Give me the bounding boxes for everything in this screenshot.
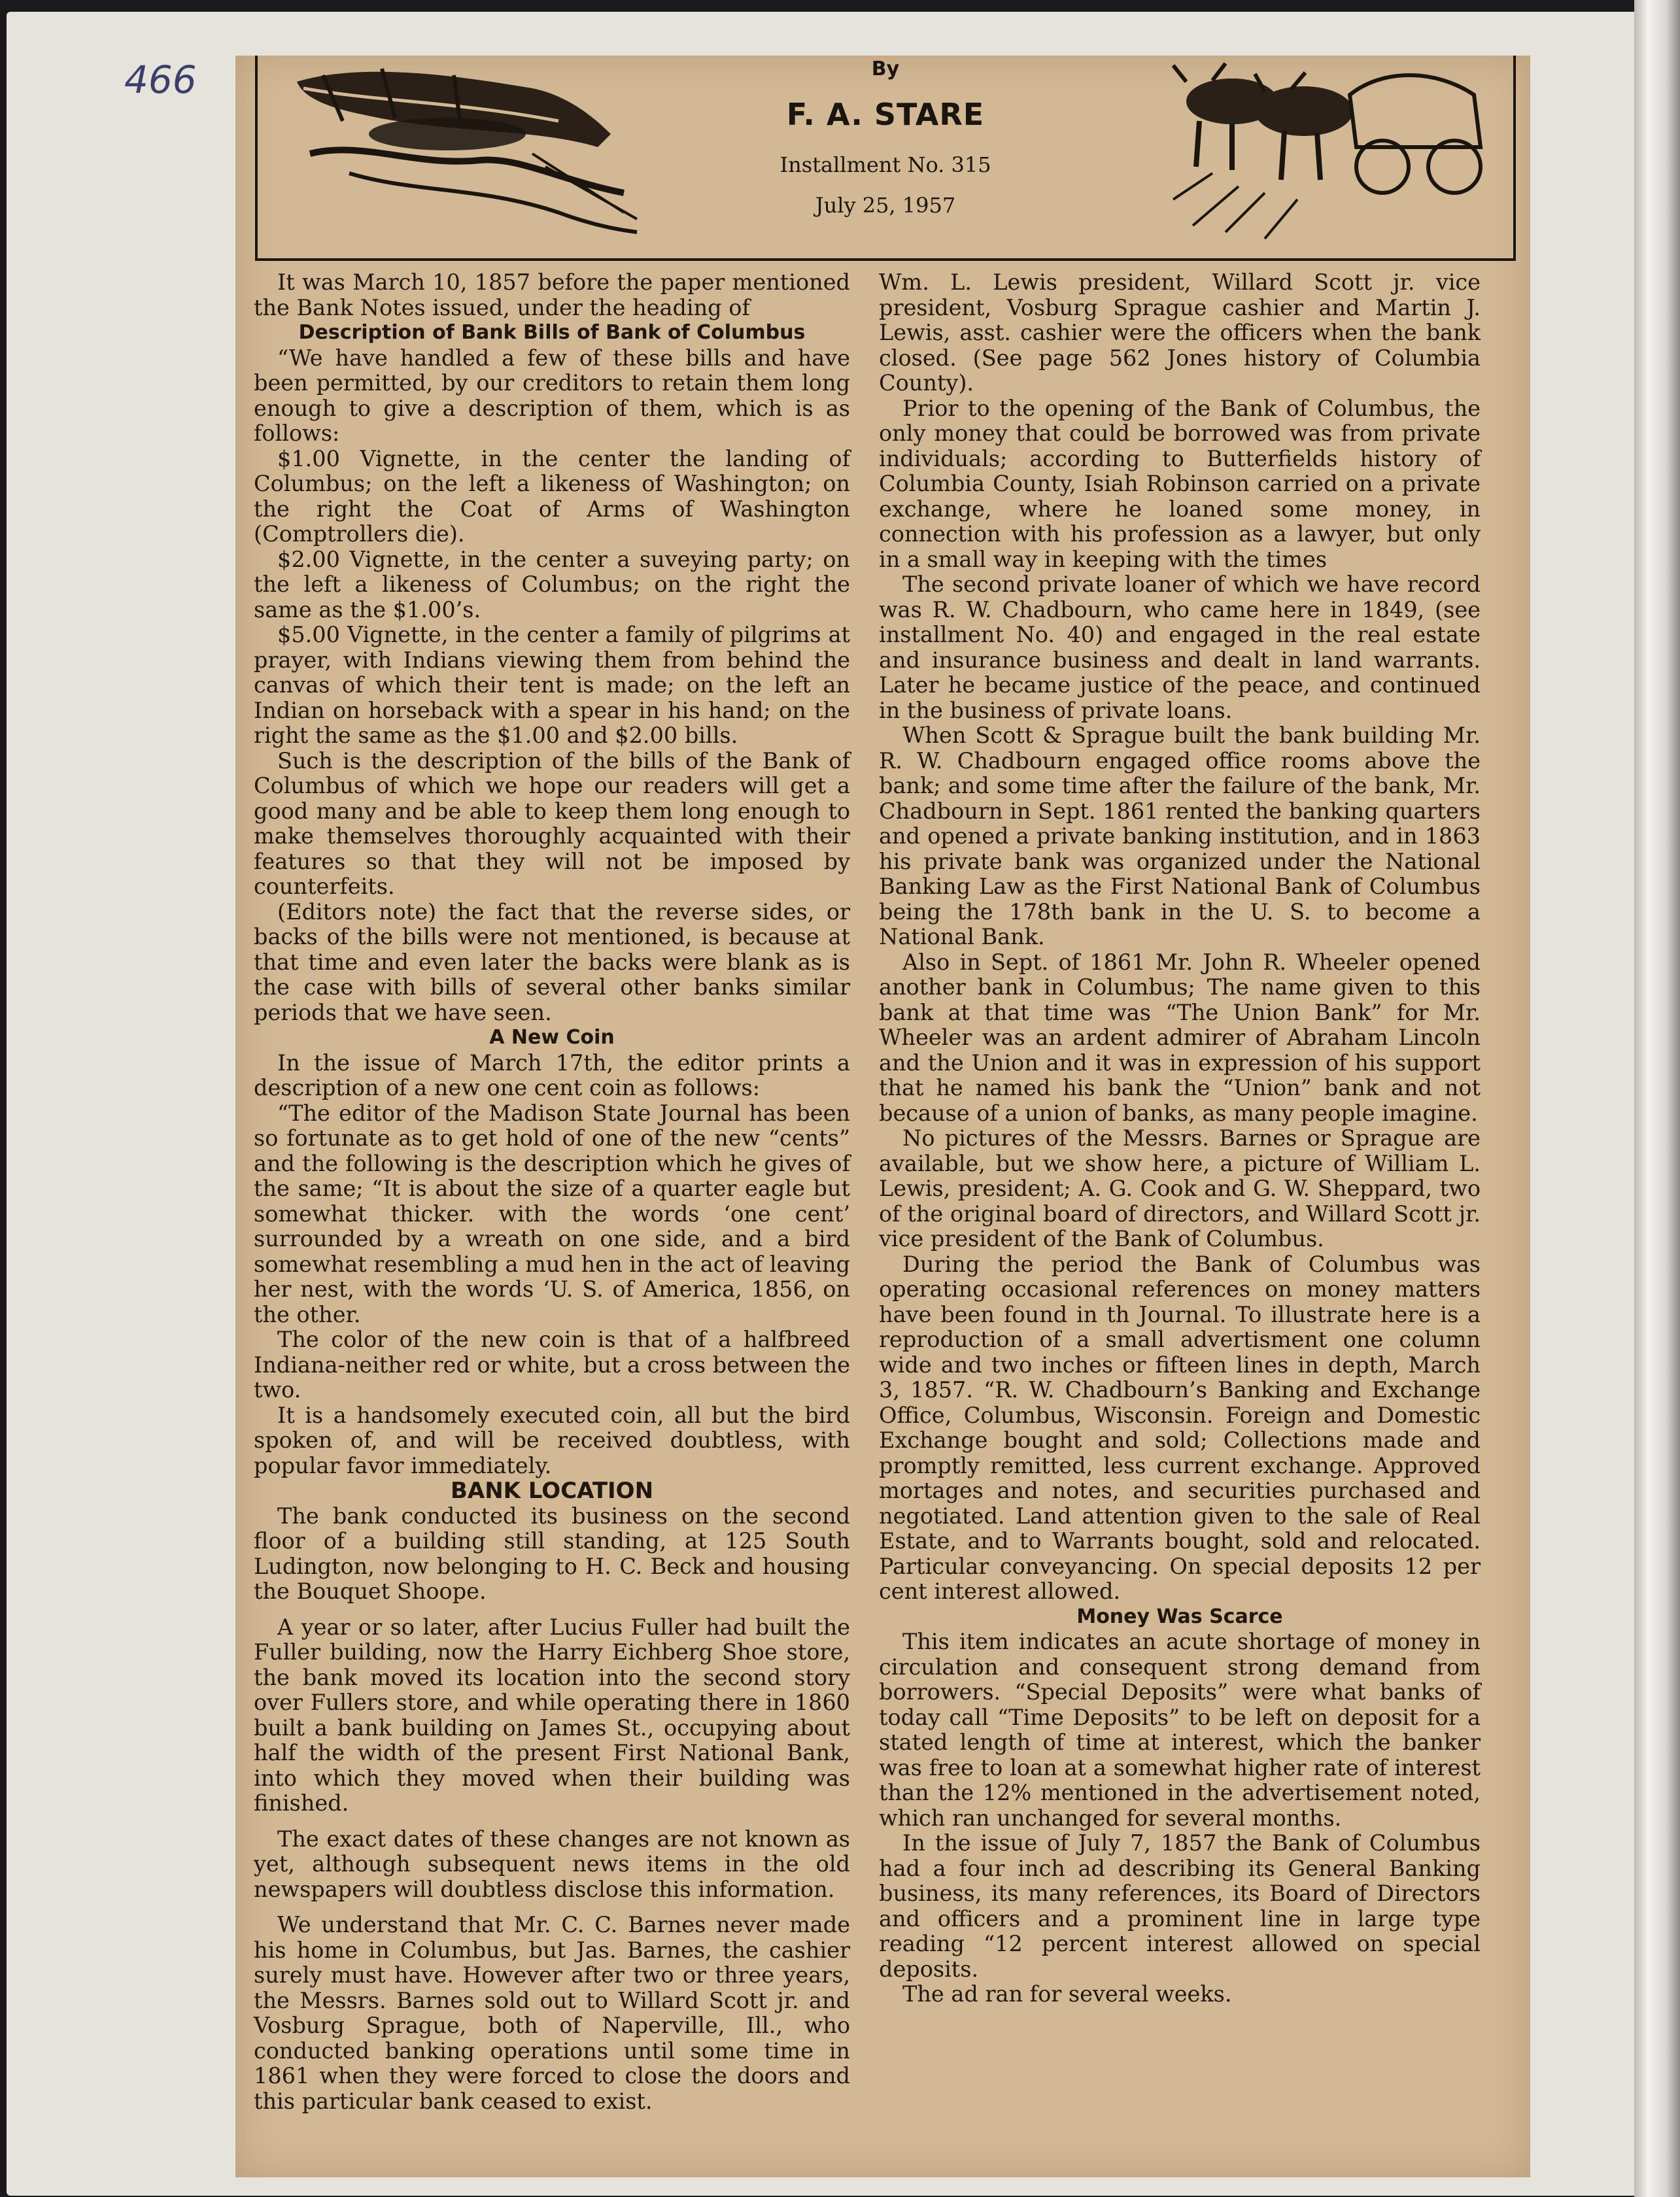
paragraph: This item indicates an acute shortage of money in circulation and consequent strong demand from borrowers. “Special Deposits” were what banks of today call “Time Deposits” to be left on deposit for a stated length of time at interest, which the banker was free to loan at a somewhat higher rate of interest than the 12% mentioned in the advertisement noted, which ran unchanged for several months. (879, 1629, 1481, 1831)
page-number: 466 (124, 58, 197, 102)
paragraph: In the issue of July 7, 1857 the Bank of Columbus had a four inch ad describing its General Banking business, its many references, its Board of Directors and officers and a prominent line in large type reading “12 percent interest allowed on special deposits. (879, 1830, 1481, 1982)
newspaper-clipping (235, 56, 1530, 2177)
subheading: Money Was Scarce (1076, 1605, 1283, 1628)
article-header (255, 56, 1516, 261)
by-label: By (871, 58, 900, 80)
paragraph: We understand that Mr. C. C. Barnes never made his home in Columbus, but Jas. Barnes, the cashier surely must have. However after two or three years, the Messrs. Barnes sold out to Willard Scott jr. and Vosburg Sprague, both of Naperville, Ill., who conducted banking operations until some time in 1861 when they were forced to close the doors and this particular bank ceased to exist. (254, 1912, 850, 2114)
page-edge (1634, 0, 1680, 2197)
paragraph: $5.00 Vignette, in the center a family of pilgrims at prayer, with Indians viewing them from behind the canvas of which their tent is made; on the left an Indian on horseback with a spear in his hand; on the right the same as the $1.00 and $2.00 bills. (254, 622, 850, 748)
paragraph: $2.00 Vignette, in the center a suveying party; on the left a likeness of Columbus; on the right the same as the $1.00’s. (254, 546, 850, 622)
paragraph: During the period the Bank of Columbus was operating occasional references on money matters have been found in th Journal. To illustrate here is a reproduction of a small advertisment one column wide and two inches or fifteen lines in depth, March 3, 1857. “R. W. Chadbourn’s Banking and Exchange Office, Columbus, Wisconsin. Foreign and Domestic Exchange bought and sold; Collections made and promptly remitted, less current exchange. Approved mortages and notes, and securities purchased and negotiated. Land attention given to the sale of Real Estate, and to Warrants bought, sold and relocated. Particular conveyancing. On special deposits 12 per cent interest allowed. (879, 1251, 1481, 1604)
paragraph: Prior to the opening of the Bank of Columbus, the only money that could be borrowed was from private individuals; according to Butterfields history of Columbia County, Isiah Robinson carried on a private exchange, where he loaned some money, in connection with his profession as a lawyer, but only in a small way in keeping with the times (879, 395, 1481, 572)
paragraph: $1.00 Vignette, in the center the landing of Columbus; on the left a likeness of Washington; on the right the Coat of Arms of Washington (Comptrollers die). (254, 445, 850, 547)
paragraph: The exact dates of these changes are not known as yet, although subsequent news items in the old newspapers will doubtless disclose this information. (254, 1826, 850, 1902)
paragraph: The second private loaner of which we have record was R. W. Chadbourn, who came here in 1849, (see installment No. 40) and engaged in the real estate and insurance business and dealt in land warrants. Later he became justice of the peace, and continued in the business of private loans. (879, 571, 1481, 723)
paragraph: No pictures of the Messrs. Barnes or Sprague are available, but we show here, a picture of William L. Lewis, president; A. G. Cook and G. W. Sheppard, two of the original board of directors, and Willard Scott jr. vice president of the Bank of Columbus. (879, 1125, 1481, 1252)
right-column (879, 270, 1481, 2007)
paragraph: “The editor of the Madison State Journal has been so fortunate as to get hold of one of the new “cents” and the following is the description which he gives of the same; “It is about the size of a quarter eagle but somewhat thicker. with the words ‘one cent’ surrounded by a wreath on one side, and a bird somewhat resembling a mud hen in the act of leaving her nest, with the words ‘U. S. of America, 1856, on the other. (254, 1100, 850, 1327)
subheading: A New Coin (489, 1026, 615, 1049)
paragraph: In the issue of March 17th, the editor prints a description of a new one cent coin as follows: (254, 1049, 850, 1100)
paragraph: The bank conducted its business on the second floor of a building still standing, at 125 South Ludington, now belonging to H. C. Beck and housing the Bouquet Shoope. (254, 1503, 850, 1604)
installment-number: Installment No. 315 (780, 152, 991, 177)
author-name: F. A. STARE (786, 97, 985, 132)
paragraph: A year or so later, after Lucius Fuller had built the Fuller building, now the Harry Eichberg Shoe store, the bank moved its location into the second story over Fullers store, and while operating there in 1860 built a bank building on James St., occupying about half the width of the present First National Bank, into which they moved when their building was finished. (254, 1614, 850, 1816)
paragraph: Such is the description of the bills of the Bank of Columbus of which we hope our readers will get a good many and be able to keep them long enough to make themselves thoroughly acquainted with their features so that they will not be imposed by counterfeits. (254, 747, 850, 899)
paragraph: When Scott & Sprague built the bank building Mr. R. W. Chadbourn engaged office rooms above the bank; and some time after the failure of the bank, Mr. Chadbourn in Sept. 1861 rented the banking quarters and opened a private banking institution, and in 1863 his private bank was organized under the National Banking Law as the First National Bank of Columbus being the 178th bank in the U. S. to become a National Bank. (879, 723, 1481, 949)
subheading: Description of Bank Bills of Bank of Columbus (298, 321, 806, 344)
left-column (254, 270, 850, 2114)
publication-date: July 25, 1957 (815, 193, 956, 218)
byline (258, 60, 1513, 219)
paragraph: The color of the new coin is that of a halfbreed Indiana-neither red or white, but a cross between the two. (254, 1327, 850, 1403)
paragraph: “We have handled a few of these bills and have been permitted, by our creditors to retain them long enough to give a description of them, which is as follows: (254, 345, 850, 446)
paragraph: It was March 10, 1857 before the paper mentioned the Bank Notes issued, under the heading of (254, 269, 850, 320)
subheading: BANK LOCATION (450, 1478, 654, 1504)
paragraph: Wm. L. Lewis president, Willard Scott jr. vice president, Vosburg Sprague cashier and Martin J. Lewis, asst. cashier were the officers when the bank closed. (See page 562 Jones history of Columbia County). (879, 269, 1481, 396)
paragraph: (Editors note) the fact that the reverse sides, or backs of the bills were not mentioned, is because at that time and even later the backs were blank as is the case with bills of several other banks similar periods that we have seen. (254, 898, 850, 1025)
paragraph: It is a handsomely executed coin, all but the bird spoken of, and will be received doubtless, with popular favor immediately. (254, 1402, 850, 1478)
paragraph: The ad ran for several weeks. (902, 1981, 1232, 2007)
paragraph: Also in Sept. of 1861 Mr. John R. Wheeler opened another bank in Columbus; The name given to this bank at that time was “The Union Bank” for Mr. Wheeler was an ardent admirer of Abraham Lincoln and the Union and it was in expression of his support that he named his bank the “Union” bank and not because of a union of banks, as many people imagine. (879, 949, 1481, 1126)
